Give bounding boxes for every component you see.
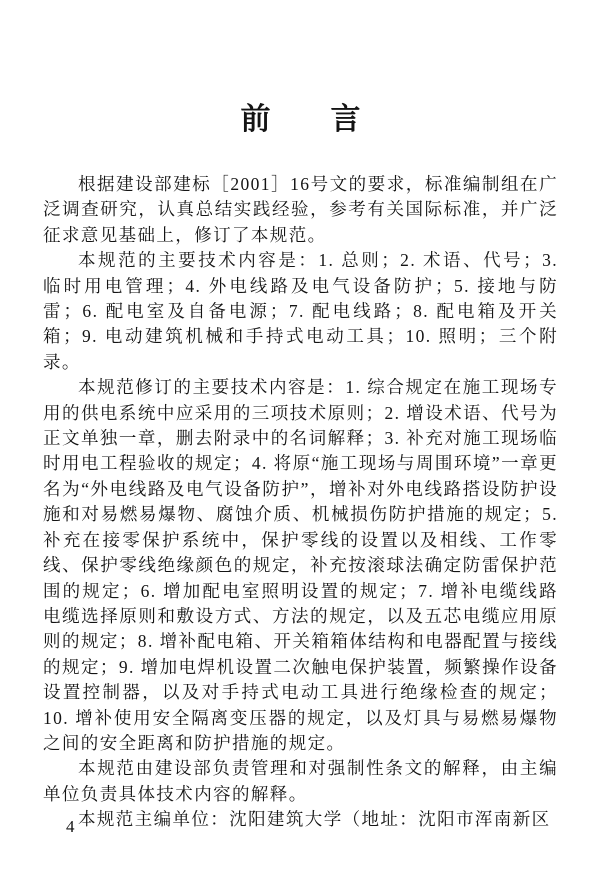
paragraph-management: 本规范由建设部负责管理和对强制性条文的解释，由主编单位负责具体技术内容的解释。	[43, 758, 558, 804]
page-number: 4	[66, 817, 75, 836]
page-title: 前 言	[240, 103, 361, 136]
paragraph-main-contents: 本规范的主要技术内容是：1. 总则；2. 术语、代号；3. 临时用电管理；4. 外电线路及电气设备防护；5. 接地与防雷；6. 配电室及自备电源；7. 配电线路；8. 配电箱及开关箱；9. 电动建筑机械和手持式电动工具；10. 照明；三个附录。	[43, 250, 558, 372]
page-content	[43, 103, 558, 833]
paragraph-chief-editor-unit: 本规范主编单位：沈阳建筑大学（地址：沈阳市浑南新区	[78, 809, 551, 830]
paragraph-basis: 根据建设部建标［2001］16号文的要求，标准编制组在广泛调查研究，认真总结实践经验，参考有关国际标准，并广泛征求意见基础上，修订了本规范。	[43, 174, 558, 245]
paragraph-revised-contents: 本规范修订的主要技术内容是：1. 综合规定在施工现场专用的供电系统中应采用的三项技术原则；2. 增设术语、代号为正文单独一章，删去附录中的名词解释；3. 补充对施工现场临时用电工程验收的规定；4. 将原“施工现场与周围环境”一章更名为“外电线路及电气设备防护”，增补对外电线路搭设防护设施和对易燃易爆物、腐蚀介质、机械损伤防护措施的规定；5. 补充在接零保护系统中，保护零线的设置以及相线、工作零线、保护零线绝缘颜色的规定，补充按滚球法确定防雷保护范围的规定；6. 增加配电室照明设置的规定；7. 增补电缆线路电缆选择原则和敷设方式、方法的规定，以及五芯电缆应用原则的规定；8. 增补配电箱、开关箱箱体结构和电器配置与接线的规定；9. 增加电焊机设置二次触电保护装置，频繁操作设备设置控制器，以及对手持式电动工具进行绝缘检查的规定；10. 增补使用安全隔离变压器的规定，以及灯具与易燃易爆物之间的安全距离和防护措施的规定。	[43, 377, 558, 753]
